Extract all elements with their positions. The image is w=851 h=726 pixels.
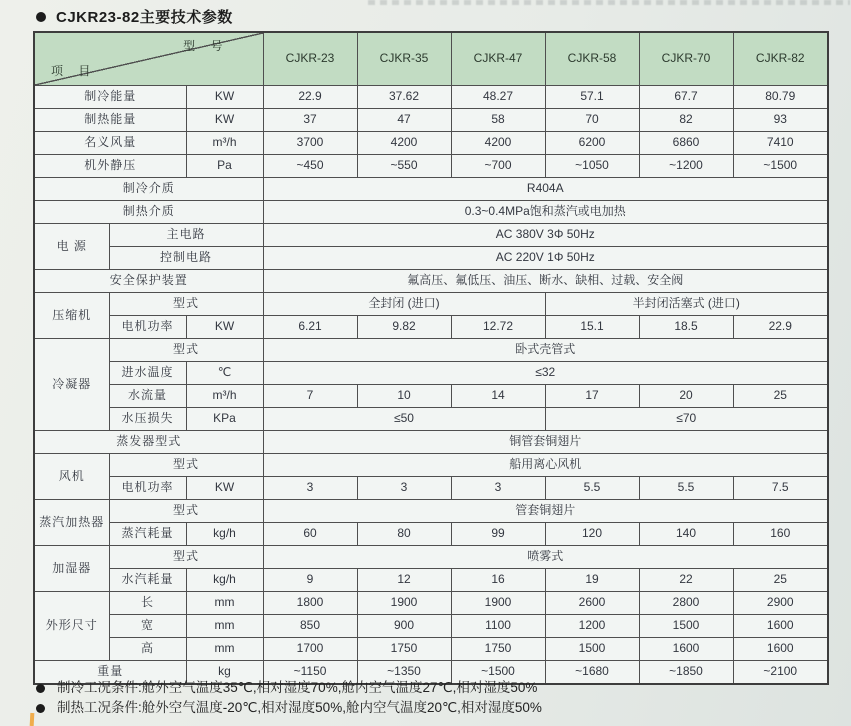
value-cell-span: AC 380V 3Φ 50Hz	[263, 224, 828, 247]
value-cell: ~2100	[733, 661, 828, 685]
value-cell: 7.5	[733, 477, 828, 500]
value-cell: 7410	[733, 132, 828, 155]
corner-label-item: 项 目	[51, 63, 97, 78]
value-cell: 22	[639, 569, 733, 592]
row-label: 进水温度	[109, 362, 186, 385]
value-cell: 9	[263, 569, 357, 592]
value-cell: 3	[263, 477, 357, 500]
row-label: 水流量	[109, 385, 186, 408]
row-steam-consumption	[34, 523, 828, 546]
col-header-model: CJKR-58	[545, 32, 639, 86]
footnote-text: 制热工况条件:舱外空气温度-20℃,相对湿度50%,舱内空气温度20℃,相对湿度50%	[57, 700, 542, 715]
row-label: 电机功率	[109, 477, 186, 500]
value-cell: 82	[639, 109, 733, 132]
row-static-pressure	[34, 155, 828, 178]
value-cell: ~550	[357, 155, 451, 178]
row-label: 水压损失	[109, 408, 186, 431]
row-unit: KW	[186, 477, 263, 500]
value-cell-span: 0.3~0.4MPa饱和蒸汽或电加热	[263, 201, 828, 224]
row-unit: m³/h	[186, 385, 263, 408]
row-label: 安全保护装置	[34, 270, 263, 293]
bullet-icon	[36, 12, 46, 22]
value-cell-span: 喷雾式	[263, 546, 828, 569]
group-label-humidifier: 加湿器	[34, 546, 109, 592]
row-safety-devices	[34, 270, 828, 293]
row-condenser-inlet-temp	[34, 362, 828, 385]
row-condenser-type	[34, 339, 828, 362]
row-unit: mm	[186, 638, 263, 661]
value-cell-span: R404A	[263, 178, 828, 201]
row-unit: ℃	[186, 362, 263, 385]
footnotes	[36, 679, 542, 717]
row-label: 宽	[109, 615, 186, 638]
value-cell: 19	[545, 569, 639, 592]
value-cell: 3700	[263, 132, 357, 155]
row-dimension-width	[34, 615, 828, 638]
value-cell-span: 卧式壳管式	[263, 339, 828, 362]
value-cell: 80.79	[733, 86, 828, 109]
value-cell: 37	[263, 109, 357, 132]
value-cell: ~1850	[639, 661, 733, 685]
value-cell: 5.5	[639, 477, 733, 500]
value-cell: 120	[545, 523, 639, 546]
value-cell: 15.1	[545, 316, 639, 339]
value-cell: 4200	[357, 132, 451, 155]
row-unit: mm	[186, 615, 263, 638]
value-cell: 67.7	[639, 86, 733, 109]
value-cell: 3	[357, 477, 451, 500]
value-cell: 5.5	[545, 477, 639, 500]
row-nominal-air-flow	[34, 132, 828, 155]
value-cell: 47	[357, 109, 451, 132]
row-label: 机外静压	[34, 155, 186, 178]
value-cell: ~1150	[263, 661, 357, 685]
bullet-icon	[36, 704, 45, 713]
value-cell: 3	[451, 477, 545, 500]
value-cell: 1600	[733, 638, 828, 661]
col-header-model: CJKR-35	[357, 32, 451, 86]
row-label: 型式	[109, 339, 263, 362]
value-cell: 37.62	[357, 86, 451, 109]
row-humidifier-consumption	[34, 569, 828, 592]
value-cell: 48.27	[451, 86, 545, 109]
value-cell: 140	[639, 523, 733, 546]
value-cell: 99	[451, 523, 545, 546]
row-unit: kg/h	[186, 523, 263, 546]
col-header-model: CJKR-47	[451, 32, 545, 86]
row-unit: KW	[186, 86, 263, 109]
row-compressor-type	[34, 293, 828, 316]
value-cell: 2900	[733, 592, 828, 615]
value-cell-span: AC 220V 1Φ 50Hz	[263, 247, 828, 270]
footnote-text: 制冷工况条件:舱外空气温度35℃,相对湿度70%,舱内空气温度27℃,相对湿度50%	[57, 680, 538, 695]
value-cell: 2800	[639, 592, 733, 615]
value-cell-span: 船用离心风机	[263, 454, 828, 477]
value-cell: 1900	[451, 592, 545, 615]
row-unit: KW	[186, 109, 263, 132]
value-cell-span: 半封闭活塞式 (进口)	[545, 293, 828, 316]
scan-artifact-top	[368, 0, 850, 5]
row-label: 名义风量	[34, 132, 186, 155]
row-fan-motor-power	[34, 477, 828, 500]
col-header-model: CJKR-82	[733, 32, 828, 86]
value-cell: 1500	[545, 638, 639, 661]
value-cell-span: 全封闭 (进口)	[263, 293, 545, 316]
row-humidifier-type	[34, 546, 828, 569]
value-cell: 16	[451, 569, 545, 592]
value-cell: ~1050	[545, 155, 639, 178]
row-label: 型式	[109, 454, 263, 477]
value-cell: 58	[451, 109, 545, 132]
col-header-model: CJKR-23	[263, 32, 357, 86]
row-label: 蒸发器型式	[34, 431, 263, 454]
row-compressor-motor-power	[34, 316, 828, 339]
bullet-icon	[36, 684, 45, 693]
spec-table	[33, 31, 829, 685]
value-cell: 93	[733, 109, 828, 132]
row-label: 高	[109, 638, 186, 661]
row-heating-medium	[34, 201, 828, 224]
row-unit: mm	[186, 592, 263, 615]
value-cell: 1200	[545, 615, 639, 638]
value-cell: 57.1	[545, 86, 639, 109]
row-label: 控制电路	[109, 247, 263, 270]
row-label: 长	[109, 592, 186, 615]
row-label: 型式	[109, 546, 263, 569]
value-cell: 2600	[545, 592, 639, 615]
row-condenser-pressure-loss	[34, 408, 828, 431]
value-cell: 850	[263, 615, 357, 638]
row-fan-type	[34, 454, 828, 477]
table-header-row	[34, 32, 828, 86]
diagonal-divider	[35, 33, 263, 85]
value-cell: ~1200	[639, 155, 733, 178]
value-cell: 70	[545, 109, 639, 132]
value-cell: ~1350	[357, 661, 451, 685]
value-cell: 7	[263, 385, 357, 408]
page-title: CJKR23-82主要技术参数	[56, 9, 233, 26]
value-cell-span: 铜管套铜翅片	[263, 431, 828, 454]
value-cell: 6.21	[263, 316, 357, 339]
value-cell: 1100	[451, 615, 545, 638]
col-header-model: CJKR-70	[639, 32, 733, 86]
value-cell: 12.72	[451, 316, 545, 339]
scan-artifact-orange-mark	[30, 713, 35, 726]
row-power-main-circuit	[34, 224, 828, 247]
value-cell-span: 氟高压、氟低压、油压、断水、缺相、过载、安全阀	[263, 270, 828, 293]
row-label: 主电路	[109, 224, 263, 247]
row-cooling-capacity	[34, 86, 828, 109]
group-label-fan: 风机	[34, 454, 109, 500]
row-power-control-circuit	[34, 247, 828, 270]
value-cell: ~450	[263, 155, 357, 178]
row-label: 蒸汽耗量	[109, 523, 186, 546]
group-label-condenser: 冷凝器	[34, 339, 109, 431]
row-label: 电机功率	[109, 316, 186, 339]
row-unit: Pa	[186, 155, 263, 178]
value-cell: 9.82	[357, 316, 451, 339]
value-cell-span: ≤50	[263, 408, 545, 431]
group-label-steam-heater: 蒸汽加热器	[34, 500, 109, 546]
value-cell: 1600	[733, 615, 828, 638]
value-cell: 80	[357, 523, 451, 546]
row-evaporator-type	[34, 431, 828, 454]
value-cell: 10	[357, 385, 451, 408]
row-label: 型式	[109, 293, 263, 316]
row-heating-capacity	[34, 109, 828, 132]
value-cell: 25	[733, 569, 828, 592]
value-cell: 17	[545, 385, 639, 408]
value-cell-span: 管套铜翅片	[263, 500, 828, 523]
value-cell: 1600	[639, 638, 733, 661]
value-cell: 22.9	[733, 316, 828, 339]
row-condenser-water-flow	[34, 385, 828, 408]
value-cell-span: ≤70	[545, 408, 828, 431]
value-cell: 1750	[451, 638, 545, 661]
value-cell: 1500	[639, 615, 733, 638]
corner-label-model: 型 号	[183, 39, 229, 53]
value-cell: ~1500	[733, 155, 828, 178]
corner-cell	[34, 32, 263, 86]
value-cell: 1800	[263, 592, 357, 615]
value-cell: ~700	[451, 155, 545, 178]
row-label: 制冷能量	[34, 86, 186, 109]
footnote-heating-conditions	[36, 699, 542, 717]
value-cell: ~1500	[451, 661, 545, 685]
row-unit: kg	[186, 661, 263, 685]
value-cell: 18.5	[639, 316, 733, 339]
group-label-dimensions: 外形尺寸	[34, 592, 109, 661]
value-cell: 1900	[357, 592, 451, 615]
row-cooling-medium	[34, 178, 828, 201]
value-cell: 12	[357, 569, 451, 592]
value-cell: 4200	[451, 132, 545, 155]
row-unit: m³/h	[186, 132, 263, 155]
value-cell: 20	[639, 385, 733, 408]
value-cell-span: ≤32	[263, 362, 828, 385]
page-title-row	[36, 6, 233, 27]
row-label: 制热介质	[34, 201, 263, 224]
row-dimension-length	[34, 592, 828, 615]
row-label: 型式	[109, 500, 263, 523]
row-dimension-height	[34, 638, 828, 661]
value-cell: 22.9	[263, 86, 357, 109]
row-label: 重量	[34, 661, 186, 685]
group-label-power: 电 源	[34, 224, 109, 270]
row-label: 制热能量	[34, 109, 186, 132]
value-cell: 900	[357, 615, 451, 638]
value-cell: 1750	[357, 638, 451, 661]
value-cell: ~1680	[545, 661, 639, 685]
footnote-cooling-conditions	[36, 679, 542, 697]
row-label: 水汽耗量	[109, 569, 186, 592]
value-cell: 160	[733, 523, 828, 546]
row-unit: KPa	[186, 408, 263, 431]
value-cell: 6200	[545, 132, 639, 155]
row-unit: kg/h	[186, 569, 263, 592]
row-label: 制冷介质	[34, 178, 263, 201]
value-cell: 25	[733, 385, 828, 408]
row-unit: KW	[186, 316, 263, 339]
value-cell: 6860	[639, 132, 733, 155]
row-steam-heater-type	[34, 500, 828, 523]
group-label-compressor: 压缩机	[34, 293, 109, 339]
value-cell: 1700	[263, 638, 357, 661]
value-cell: 60	[263, 523, 357, 546]
value-cell: 14	[451, 385, 545, 408]
